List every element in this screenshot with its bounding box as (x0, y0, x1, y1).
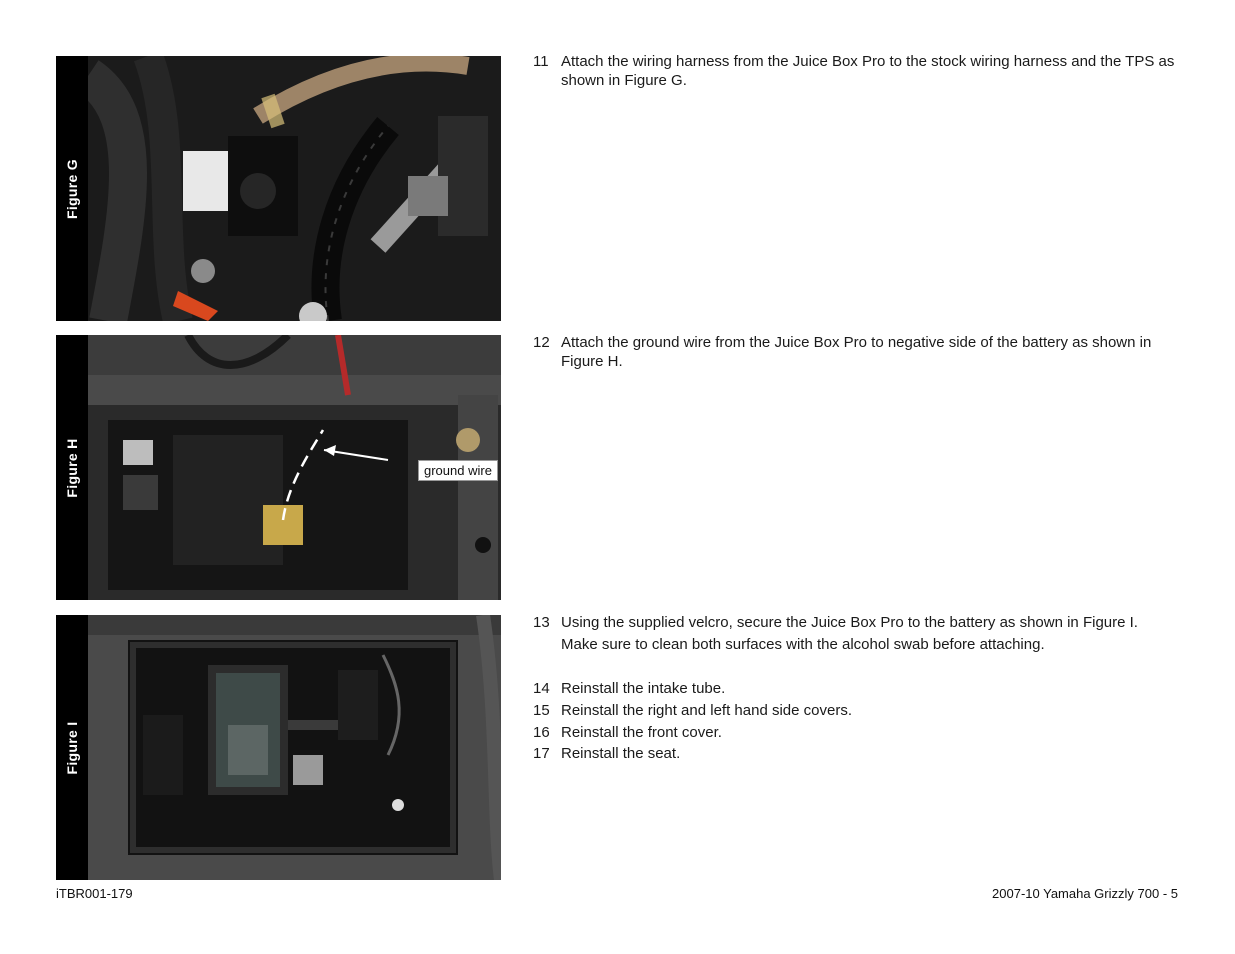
figure-g-label: Figure G (64, 158, 80, 219)
step-16 (533, 723, 1183, 742)
figure-i-label: Figure I (64, 721, 80, 774)
footer-doc-id: iTBR001-179 (56, 886, 133, 901)
figure-i-photo (88, 615, 501, 880)
step-11 (533, 52, 1183, 90)
step-text: Reinstall the right and left hand side covers. (561, 702, 852, 719)
figure-g (56, 56, 501, 321)
step-number: 15 (533, 702, 550, 719)
step-15 (533, 701, 1183, 720)
step-number: 13 (533, 614, 550, 631)
figure-g-photo (88, 56, 501, 321)
juice-box-mounted-illustration (88, 615, 501, 880)
step-number: 12 (533, 334, 550, 351)
footer-page-info: 2007-10 Yamaha Grizzly 700 - 5 (992, 886, 1178, 901)
figure-h-tab (56, 335, 88, 600)
step-text: Reinstall the intake tube. (561, 680, 726, 697)
step-note: Make sure to clean both surfaces with the alcohol swab before attaching. (561, 636, 1045, 653)
engine-wiring-illustration (88, 56, 501, 321)
step-number: 16 (533, 724, 550, 741)
step-13 (533, 613, 1183, 654)
step-number: 11 (533, 53, 549, 70)
step-17 (533, 744, 1183, 763)
step-number: 14 (533, 680, 550, 697)
step-text: Attach the ground wire from the Juice Box Pro to negative side of the battery as shown in Figure H. (561, 334, 1152, 370)
step-number: 17 (533, 745, 550, 762)
step-text: Attach the wiring harness from the Juice Box Pro to the stock wiring harness and the TPS as shown in Figure G. (561, 53, 1175, 89)
ground-wire-callout: ground wire (418, 460, 498, 481)
step-text: Using the supplied velcro, secure the Juice Box Pro to the battery as shown in Figure I. (561, 614, 1138, 631)
figure-h (56, 335, 501, 600)
figure-i (56, 615, 501, 880)
step-12 (533, 333, 1183, 371)
step-text: Reinstall the seat. (561, 745, 681, 762)
step-14 (533, 679, 1183, 698)
step-text: Reinstall the front cover. (561, 724, 722, 741)
figure-i-tab (56, 615, 88, 880)
figure-h-label: Figure H (64, 437, 80, 498)
figure-h-photo (88, 335, 501, 600)
figure-g-tab (56, 56, 88, 321)
